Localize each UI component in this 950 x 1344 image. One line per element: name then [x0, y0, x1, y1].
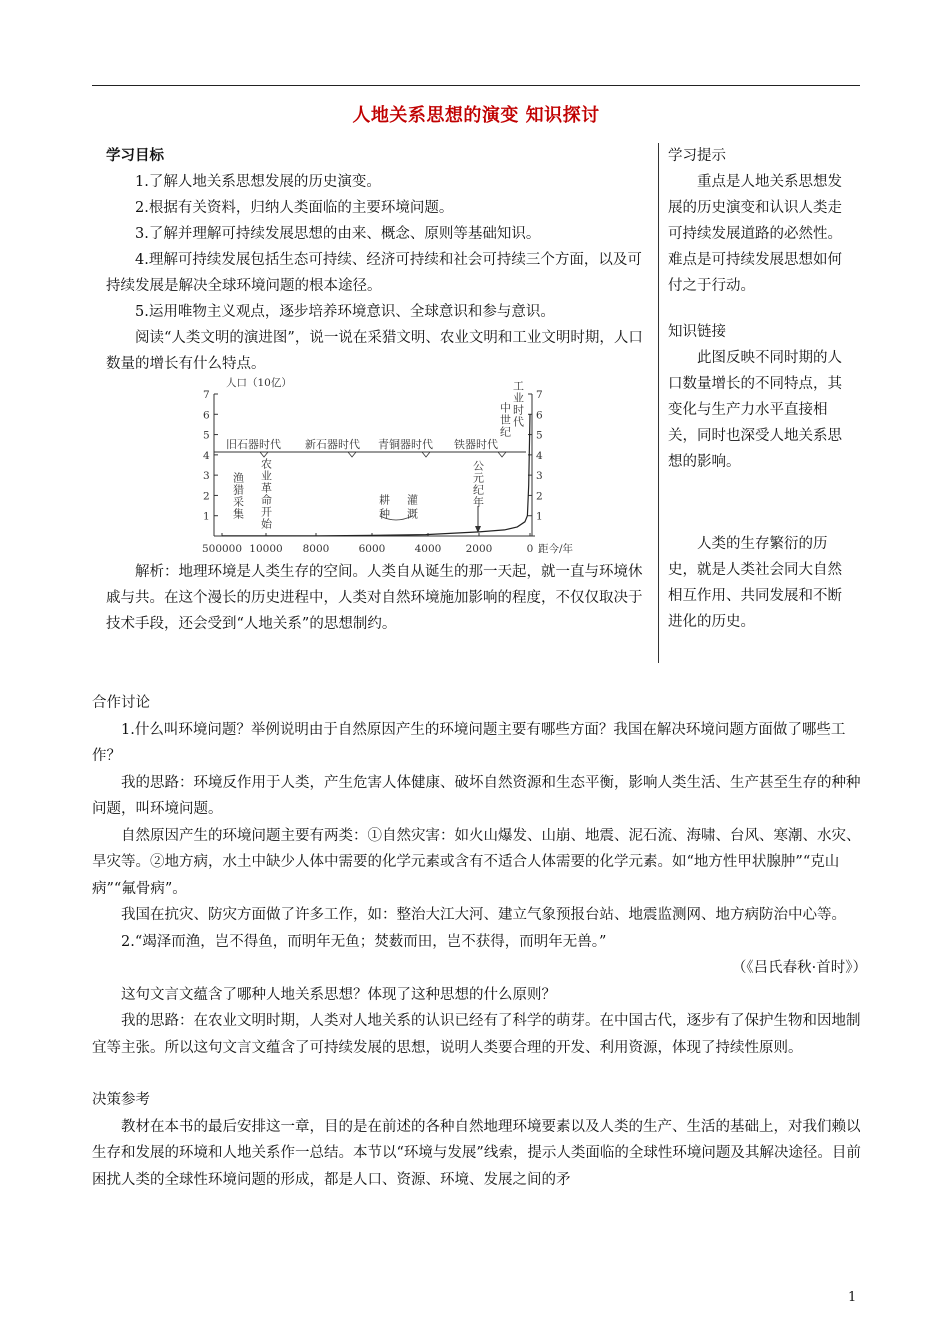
discussion-heading: 合作讨论 [92, 695, 150, 711]
link-heading: 知识链接 [668, 324, 726, 340]
era-label: 铁器时代 [454, 438, 498, 451]
x-tick-label: 8000 [302, 543, 330, 555]
reading-prompt: 阅读“人类文明的演进图”，说一说在采猎文明、农业文明和工业文明时期，人口数量的增长有什么特点。 [106, 330, 643, 372]
x-tick-label: 10000 [249, 543, 283, 555]
y-tick-label: 2 [536, 490, 543, 503]
lower-section [92, 690, 867, 1193]
agri-label: 农业革命开始 [259, 458, 273, 530]
y-tick-label: 6 [536, 409, 543, 422]
y-tick-label: 7 [203, 389, 210, 401]
x-tick-label: 2000 [465, 543, 493, 555]
page-number: 1 [848, 1290, 857, 1305]
x-tick-label: 0 [526, 543, 534, 555]
objective-item: 5.运用唯物主义观点，逐步培养环境意识、全球意识和参与意识。 [135, 304, 555, 320]
y-axis-label: 人口（10亿） [226, 377, 292, 389]
objective-item: 1.了解人地关系思想发展的历史演变。 [135, 174, 381, 190]
objectives-heading: 学习目标 [106, 147, 164, 164]
answer-1-para: 自然原因产生的环境问题主要有两类：①自然灾害：如火山爆发、山崩、地震、泥石流、海啸、台风、寒潮、水灾、旱灾等。②地方病，水土中缺少人体中需要的化学元素或含有不适合人体需要的化学元素。如“地方性甲状腺肿”“克山病”“氟骨病”。 [92, 827, 861, 897]
question-2: 2.“竭泽而渔，岂不得鱼，而明年无鱼；焚薮而田，岂不获得，而明年无兽。” [121, 933, 607, 950]
x-tick-label: 4000 [414, 543, 442, 555]
x-tick-label: 500000 [201, 543, 243, 555]
question-2-ask: 这句文言文蕴含了哪种人地关系思想？体现了这种思想的什么原则？ [121, 986, 556, 1003]
era-label: 青铜器时代 [378, 438, 433, 451]
quote-source: （《吕氏春秋·首时》） [731, 960, 867, 976]
era-label: 新石器时代 [305, 438, 360, 451]
x-tick-label: 6000 [358, 543, 386, 555]
y-tick-label: 4 [203, 449, 210, 462]
y-tick-label: 7 [536, 389, 543, 401]
hunting-label: 渔猎采集 [231, 472, 245, 520]
objective-item: 2.根据有关资料，归纳人类面临的主要环境问题。 [135, 200, 454, 216]
decision-text: 教材在本书的最后安排这一章，目的是在前述的各种自然地理环境要素以及人类的生产、生活的基础上，对我们赖以生存和发展的环境和人地关系作一总结。本节以“环境与发展”线索，提示人类面临的全球性环境问题及其解决途径。目前困扰人类的全球性环境问题的形成，都是人口、资源、环境、发展之间的矛 [92, 1118, 861, 1188]
y-tick-label: 2 [203, 490, 210, 503]
column-divider [658, 143, 659, 663]
population-chart [200, 376, 610, 558]
answer-2: 我的思路：在农业文明时期，人类对人地关系的认识已经有了科学的萌芽。在中国古代，逐步有了保护生物和因地制宜等主张。所以这句文言文蕴含了可持续发展的思想，说明人类要合理的开发、利用资源，体现了持续性原则。 [92, 1013, 861, 1056]
answer-1-para: 我的思路：环境反作用于人类，产生危害人体健康、破坏自然资源和生态平衡，影响人类生活、生产甚至生存的种种问题，叫环境问题。 [92, 774, 861, 817]
irrigation-label: 灌溉 [405, 494, 419, 522]
tip-heading: 学习提示 [668, 148, 726, 164]
objective-item: 4.理解可持续发展包括生态可持续、经济可持续和社会可持续三个方面，以及可持续发展是解决全球环境问题的根本途径。 [106, 252, 642, 294]
page-title: 人地关系思想的演变 知识探讨 [352, 105, 600, 126]
y-tick-label: 1 [536, 510, 543, 523]
y-tick-label: 5 [536, 429, 543, 442]
analysis-text: 解析：地理环境是人类生存的空间。人类自从诞生的那一天起，就一直与环境休戚与共。在这个漫长的历史进程中，人类对自然环境施加影响的程度，不仅仅取决于技术手段，还会受到“人地关系”的思想制约。 [106, 564, 643, 632]
question-1: 1.什么叫环境问题？举例说明由于自然原因产生的环境问题主要有哪些方面？我国在解决环境问题方面做了哪些工作？ [92, 721, 846, 764]
era-brace [260, 452, 506, 457]
y-tick-label: 1 [203, 510, 210, 523]
y-tick-label: 3 [536, 470, 543, 483]
y-tick-label: 4 [536, 449, 543, 462]
side-column [668, 143, 848, 635]
y-tick-label: 6 [203, 409, 210, 422]
y-tick-label: 5 [203, 429, 210, 442]
farming-label: 耕种 [377, 494, 391, 522]
answer-1-para: 我国在抗灾、防灾方面做了许多工作，如：整治大江大河、建立气象预报台站、地震监测网、地方病防治中心等。 [121, 907, 846, 923]
y-tick-label: 3 [203, 470, 210, 483]
objective-item: 3.了解并理解可持续发展思想的由来、概念、原则等基础知识。 [135, 226, 541, 242]
top-rule [92, 85, 860, 86]
note-text: 人类的生存繁衍的历史，就是人类社会同大自然相互作用、共同发展和不断进化的历史。 [668, 536, 842, 630]
ad-label: 公元纪年 [471, 460, 485, 508]
link-text: 此图反映不同时期的人口数量增长的不同特点，其变化与生产力水平直接相关，同时也深受人地关系思想的影响。 [668, 350, 842, 470]
decision-heading: 决策参考 [92, 1092, 150, 1108]
era-label: 旧石器时代 [226, 438, 281, 451]
tip-text: 重点是人地关系思想发展的历史演变和认识人类走可持续发展道路的必然性。难点是可持续发展思想如何付之于行动。 [668, 174, 842, 294]
medieval-label: 中世纪 [498, 402, 512, 438]
x-axis-label: 距今/年 [538, 543, 574, 555]
industrial-label: 工业时代 [511, 380, 525, 428]
